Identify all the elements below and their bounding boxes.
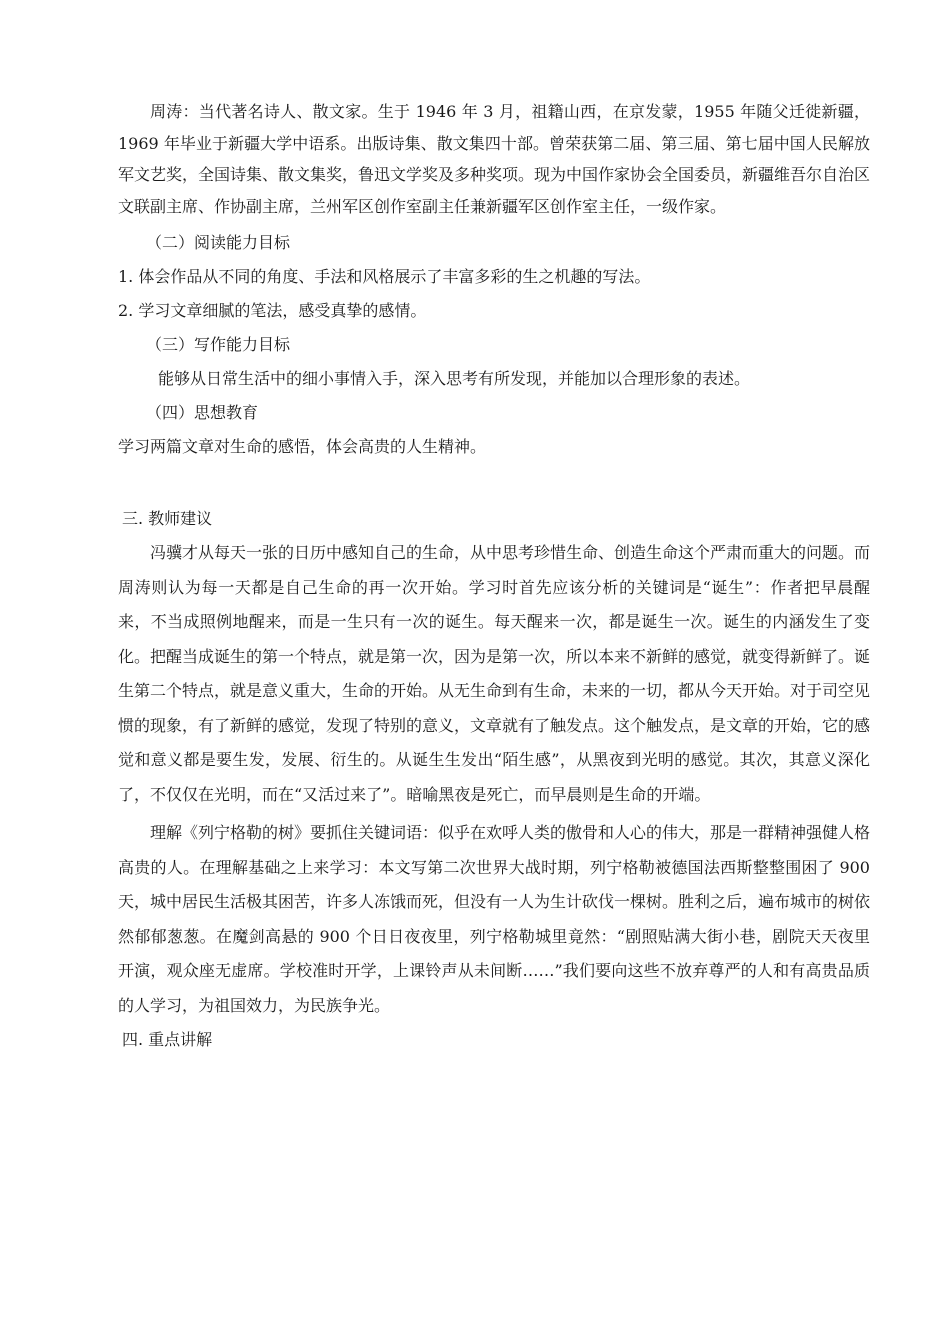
writing-goal-heading: （三）写作能力目标 bbox=[146, 335, 291, 354]
reading-goal-heading: （二）阅读能力目标 bbox=[146, 233, 291, 252]
teacher-advice-para-1: 冯骥才从每天一张的日历中感知自己的生命，从中思考珍惜生命、创造生命这个严肃而重大的问题。而周涛则认为每一天都是自己生命的再一次开始。学习时首先应该分析的关键词是“诞生”：作者把早晨醒来，不当成照例地醒来，而是一生只有一次的诞生。每天醒来一次，都是诞生一次。诞生的内涵发生了变化。把醒当成诞生的第一个特点，就是第一次，因为是第一次，所以本来不新鲜的感觉，就变得新鲜了。诞生第二个特点，就是意义重大，生命的开始。从无生命到有生命，未来的一切，都从今天开始。对于司空见惯的现象，有了新鲜的感觉，发现了特别的意义，文章就有了触发点。这个触发点，是文章的开始，它的感觉和意义都是要生发，发展、衍生的。从诞生生发出“陌生感”，从黑夜到光明的感觉。其次，其意义深化了，不仅仅在光明，而在“又活过来了”。暗喻黑夜是死亡，而早晨则是生命的开端。 bbox=[118, 543, 871, 804]
teacher-advice-heading: 三. 教师建议 bbox=[122, 509, 213, 528]
moral-goal-heading: （四）思想教育 bbox=[146, 403, 259, 422]
teacher-advice-para-2: 理解《列宁格勒的树》要抓住关键词语：似乎在欢呼人类的傲骨和人心的伟大，那是一群精神强健人格高贵的人。在理解基础之上来学习：本文写第二次世界大战时期，列宁格勒被德国法西斯整整围困了 900 天，城中居民生活极其困苦，许多人冻饿而死，但没有一人为生计砍伐一棵树。胜利之后，遍布城市的树依然郁郁葱葱。在魔剑高悬的 900 个日日夜夜里，列宁格勒城里竟然：“剧照贴满大街小巷，剧院天天夜里开演，观众座无虚席。学校准时开学，上课铃声从未间断……”我们要向这些不放弃尊严的人和有高贵品质的人学习，为祖国效力，为民族争光。 bbox=[118, 823, 871, 1015]
section-spacer bbox=[118, 464, 870, 502]
reading-goal-item-1: 1. 体会作品从不同的角度、手法和风格展示了丰富多彩的生之机趣的写法。 bbox=[118, 267, 651, 286]
document-page bbox=[118, 96, 870, 1057]
writing-goal-text: 能够从日常生活中的细小事情入手，深入思考有所发现，并能加以合理形象的表述。 bbox=[158, 369, 751, 388]
author-bio: 周涛：当代著名诗人、散文家。生于 1946 年 3 月，祖籍山西，在京发蒙，1955 年随父迁徙新疆，1969 年毕业于新疆大学中语系。出版诗集、散文集四十部。曾荣获第二届、第三届、第七届中国人民解放军文艺奖，全国诗集、散文集奖，鲁迅文学奖及多种奖项。现为中国作家协会全国委员，新疆维吾尔自治区文联副主席、作协副主席，兰州军区创作室副主任兼新疆军区创作室主任，一级作家。 bbox=[118, 102, 871, 216]
reading-goal-item-2: 2. 学习文章细腻的笔法，感受真挚的感情。 bbox=[118, 301, 427, 320]
key-points-heading: 四. 重点讲解 bbox=[122, 1030, 213, 1049]
moral-goal-text: 学习两篇文章对生命的感悟，体会高贵的人生精神。 bbox=[118, 437, 487, 456]
